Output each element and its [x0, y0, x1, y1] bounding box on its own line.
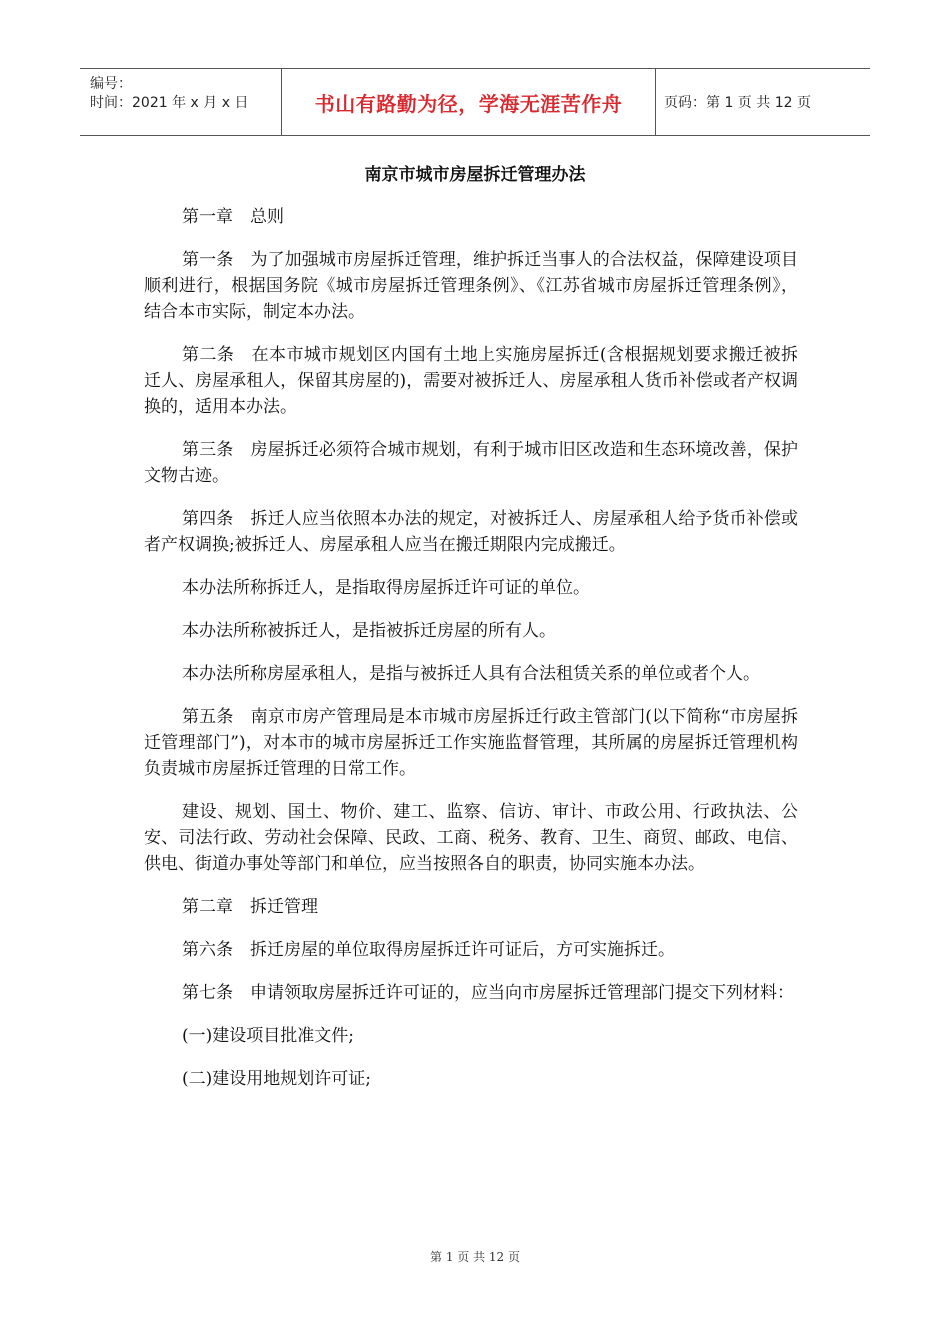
paragraph: 本办法所称拆迁人，是指取得房屋拆迁许可证的单位。: [182, 578, 590, 598]
paragraph: 建设、规划、国土、物价、建工、监察、信访、审计、市政公用、行政执法、公安、司法行政、劳动社会保障、民政、工商、税务、教育、卫生、商贸、邮政、电信、供电、街道办事处等部门和单位，应当按照各自的职责，协同实施本办法。: [144, 802, 798, 874]
paragraph: 第四条 拆迁人应当依照本办法的规定，对被拆迁人、房屋承租人给予货币补偿或者产权调换;被拆迁人、房屋承租人应当在搬迁期限内完成搬迁。: [144, 509, 798, 555]
paragraph: 第一章 总则: [182, 207, 284, 227]
paragraph: (二)建设用地规划许可证;: [182, 1069, 371, 1089]
paragraph: 本办法所称被拆迁人，是指被拆迁房屋的所有人。: [182, 621, 556, 641]
header-motto: 书山有路勤为径，学海无涯苦作舟: [282, 69, 656, 135]
header-meta: [80, 69, 282, 135]
paragraph: 第一条 为了加强城市房屋拆迁管理，维护拆迁当事人的合法权益，保障建设项目顺利进行，根据国务院《城市房屋拆迁管理条例》、《江苏省城市房屋拆迁管理条例》，结合本市实际，制定本办法。: [144, 250, 798, 322]
number-label: 编号：: [90, 76, 132, 92]
page-footer: 第 1 页 共 12 页: [430, 1250, 520, 1264]
paragraph: 第七条 申请领取房屋拆迁许可证的，应当向市房屋拆迁管理部门提交下列材料：: [182, 983, 794, 1003]
document-body: [144, 204, 798, 1109]
document-title: 南京市城市房屋拆迁管理办法: [364, 165, 586, 185]
paragraph: 本办法所称房屋承租人，是指与被拆迁人具有合法租赁关系的单位或者个人。: [182, 664, 760, 684]
paragraph: 第二条 在本市城市规划区内国有土地上实施房屋拆迁(含根据规划要求搬迁被拆迁人、房屋承租人，保留其房屋的)，需要对被拆迁人、房屋承租人货币补偿或者产权调换的，适用本办法。: [144, 345, 798, 417]
paragraph: 第三条 房屋拆迁必须符合城市规划，有利于城市旧区改造和生态环境改善，保护文物古迹。: [144, 440, 798, 486]
paragraph: 第六条 拆迁房屋的单位取得房屋拆迁许可证后，方可实施拆迁。: [182, 940, 675, 960]
time-label: 时间：2021 年 x 月 x 日: [90, 95, 249, 111]
paragraph: 第五条 南京市房产管理局是本市城市房屋拆迁行政主管部门(以下简称“市房屋拆迁管理部门”)，对本市的城市房屋拆迁工作实施监督管理，其所属的房屋拆迁管理机构负责城市房屋拆迁管理的日常工作。: [144, 707, 798, 779]
paragraph: (一)建设项目批准文件;: [182, 1026, 354, 1046]
paragraph: 第二章 拆迁管理: [182, 897, 318, 917]
document-header: [80, 68, 870, 136]
header-page-info: 页码：第 1 页 共 12 页: [664, 95, 811, 111]
